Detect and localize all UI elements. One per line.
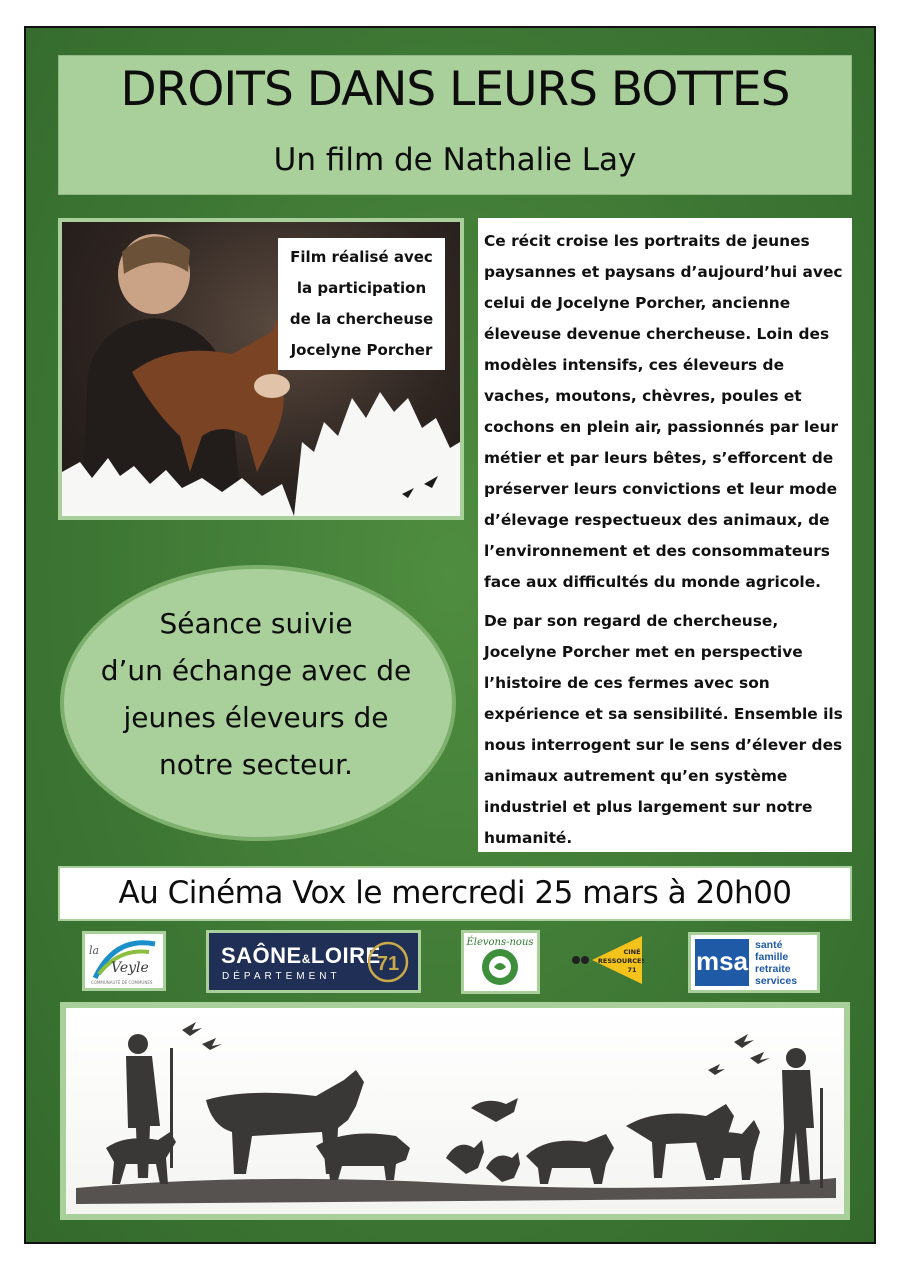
farm-silhouette-illustration — [66, 1008, 844, 1214]
cine-line1: CINÉ — [623, 948, 641, 956]
seance-line: jeunes éleveurs de — [123, 701, 389, 734]
film-subtitle: Un film de Nathalie Lay — [273, 142, 637, 178]
synopsis-box — [478, 218, 852, 852]
participation-caption — [278, 238, 445, 370]
saone-line1b: LOIRE — [310, 943, 381, 968]
saone-71-badge — [366, 940, 410, 984]
title-box — [58, 55, 852, 195]
elevons-text: Élevons-nous — [466, 937, 534, 948]
film-title: DROITS DANS LEURS BOTTES — [120, 62, 790, 117]
caption-line: de la chercheuse — [289, 310, 434, 328]
veyle-la: la — [89, 944, 100, 957]
saone-et-loire-logo — [206, 930, 421, 993]
seance-line: d’un échange avec de — [100, 654, 412, 687]
la-veyle-logo — [82, 931, 166, 991]
msa-line2: famille — [755, 951, 789, 963]
caption-line: Jocelyne Porcher — [290, 341, 433, 359]
saone-line2: DÉPARTEMENT — [222, 971, 341, 982]
saone-line1: SAÔNE — [221, 943, 302, 968]
saone-badge-text: 71 — [376, 953, 400, 975]
cine-line2: RESSOURCES — [597, 957, 644, 965]
seance-line: notre secteur. — [159, 748, 353, 781]
msa-line3: retraite — [755, 963, 791, 975]
veyle-name: Veyle — [111, 960, 149, 976]
cine-ressources-logo — [570, 932, 644, 988]
msa-letters: msa — [695, 939, 749, 986]
caption-line: la participation — [296, 279, 427, 297]
cine-line3: 71 — [627, 966, 637, 974]
msa-line1: santé — [755, 939, 783, 951]
msa-logo — [688, 932, 820, 993]
saone-amp: & — [301, 952, 311, 966]
synopsis-paragraph-2: De par son regard de chercheuse, Jocelyne Porcher met en perspective l’histoire de ces fermes avec son expérience et sa sensibilité. Ensemble ils nous interrogent sur le sens d’élever des animaux autrement qu’en système industriel et plus largement sur notre humanité. — [484, 612, 843, 847]
elevons-nous-logo — [461, 930, 540, 994]
veyle-small: COMMUNAUTÉ DE COMMUNES — [91, 980, 153, 985]
event-date-text: Au Cinéma Vox le mercredi 25 mars à 20h00 — [118, 875, 792, 911]
synopsis-paragraph-1: Ce récit croise les portraits de jeunes paysannes et paysans d’aujourd’hui avec celui de Jocelyne Porcher, ancienne éleveuse devenue chercheuse. Loin des modèles intensifs, ces éleveurs de vaches, moutons, chèvres, poules et cochons en plein air, passionnés par leur métier et par leurs bêtes, s’efforcent de préserver leurs convictions et leur mode d’élevage respectueux des animaux, de l’environnement et des consommateurs face aux difficultés du monde agricole. — [484, 232, 843, 591]
seance-text — [66, 600, 446, 788]
msa-line4: services — [755, 975, 798, 987]
event-date-box — [58, 866, 852, 921]
seance-line: Séance suivie — [159, 607, 353, 640]
caption-line: Film réalisé avec — [290, 248, 433, 266]
silhouette-banner — [60, 1002, 850, 1220]
